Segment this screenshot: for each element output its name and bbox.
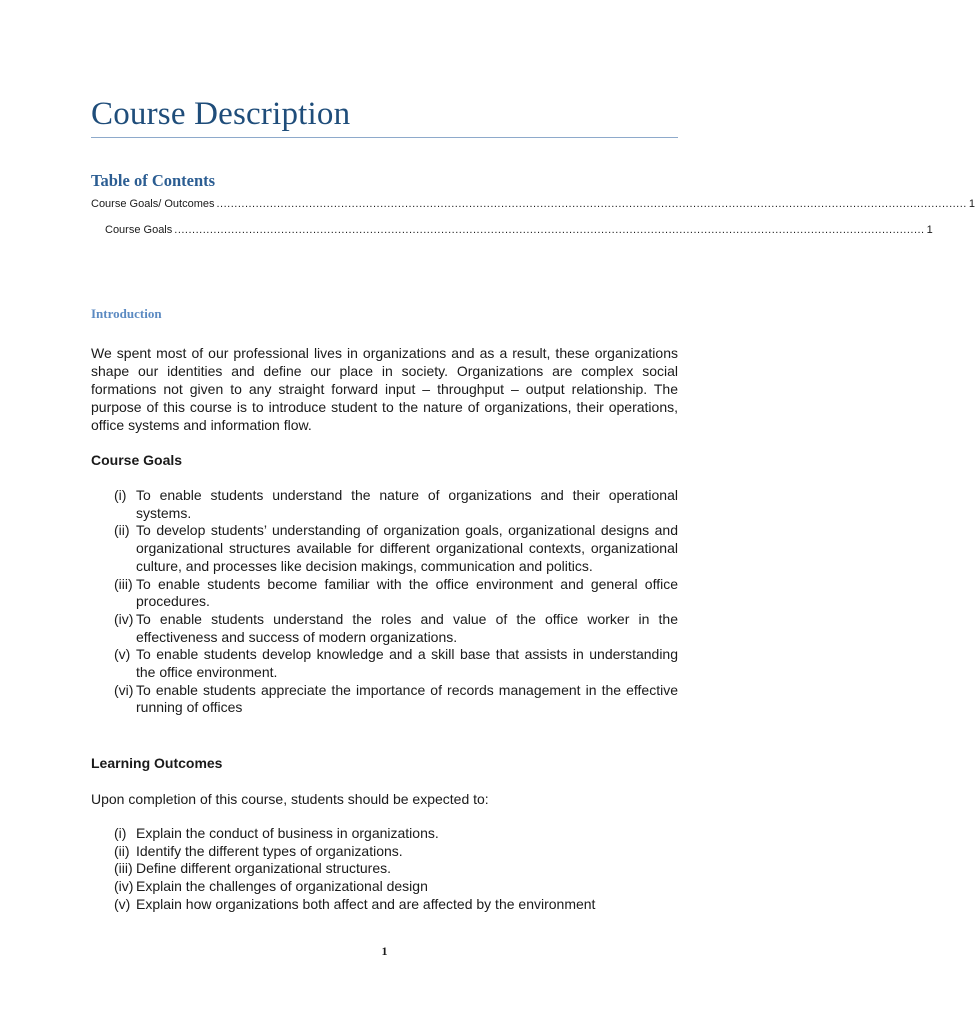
list-item-text: To develop students’ understanding of organization goals, organizational designs and organizational structures available for different organizational contexts, organizational culture, and processes like decision makings, communication and politics. [136, 522, 678, 574]
list-item-text: Define different organizational structures. [136, 860, 391, 877]
list-item [114, 860, 678, 878]
title-divider [91, 137, 678, 138]
list-item-number: (i) [114, 487, 127, 503]
list-item-number: (iii) [114, 860, 133, 877]
list-item [114, 487, 678, 522]
toc-leader-dots: ................................................................................................................................................................................................................... [174, 224, 925, 236]
list-item-text: To enable students appreciate the importance of records management in the effective running of offices [136, 681, 678, 716]
list-item [114, 576, 678, 611]
list-item-number: (ii) [114, 842, 130, 859]
list-item [114, 611, 678, 646]
list-item-number: (iii) [114, 575, 133, 592]
list-item-text: Explain how organizations both affect and are affected by the environment [136, 895, 596, 912]
toc-entry-label: Course Goals [105, 224, 173, 236]
introduction-heading: Introduction [91, 306, 162, 321]
introduction-paragraph: We spent most of our professional lives in organizations and as a result, these organizations shape our identities and define our place in society. Organizations are complex social formations not given to any straight forward input – throughput – output relationship. The purpose of this course is to introduce student to the nature of organizations, their operations, office systems and information flow. [91, 345, 678, 433]
list-item-number: (iv) [114, 878, 134, 895]
list-item-number: (v) [114, 646, 131, 663]
list-item [114, 825, 678, 843]
learning-outcomes-list [114, 825, 678, 914]
list-item [114, 522, 678, 575]
list-item-text: Explain the conduct of business in organizations. [136, 825, 439, 841]
list-item-number: (iv) [114, 610, 134, 627]
course-goals-list [114, 487, 678, 717]
list-item-number: (vi) [114, 681, 134, 698]
list-item [114, 682, 678, 717]
list-item [114, 646, 678, 681]
list-item-text: To enable students become familiar with the office environment and general office procedures. [136, 575, 678, 610]
toc-entry-page: 1 [968, 198, 975, 210]
list-item-text: To enable students understand the nature of organizations and their operational systems. [136, 487, 678, 521]
toc-entry-page: 1 [926, 224, 933, 236]
page-title: Course Description [91, 96, 351, 132]
list-item [114, 878, 678, 896]
toc-entry-label: Course Goals/ Outcomes [91, 198, 215, 210]
learning-outcomes-heading: Learning Outcomes [91, 755, 223, 771]
toc-entry[interactable] [91, 197, 975, 211]
list-item [114, 896, 678, 914]
list-item-text: To enable students develop knowledge and a skill base that assists in understanding the office environment. [136, 646, 678, 681]
toc-leader-dots: ................................................................................................................................................................................................................... [216, 198, 967, 210]
learning-outcomes-intro: Upon completion of this course, students should be expected to: [91, 791, 489, 807]
toc-heading: Table of Contents [91, 171, 216, 190]
list-item-text: Explain the challenges of organizational design [136, 878, 428, 895]
list-item-text: To enable students understand the roles and value of the office worker in the effectiveness and success of modern organizations. [136, 610, 678, 645]
page-number: 1 [381, 944, 388, 958]
course-goals-heading: Course Goals [91, 452, 183, 468]
list-item-number: (ii) [114, 522, 130, 539]
list-item-number: (v) [114, 895, 131, 912]
list-item-number: (i) [114, 825, 127, 841]
list-item [114, 843, 678, 861]
toc-entry[interactable] [91, 223, 933, 237]
list-item-text: Identify the different types of organizations. [136, 842, 403, 859]
